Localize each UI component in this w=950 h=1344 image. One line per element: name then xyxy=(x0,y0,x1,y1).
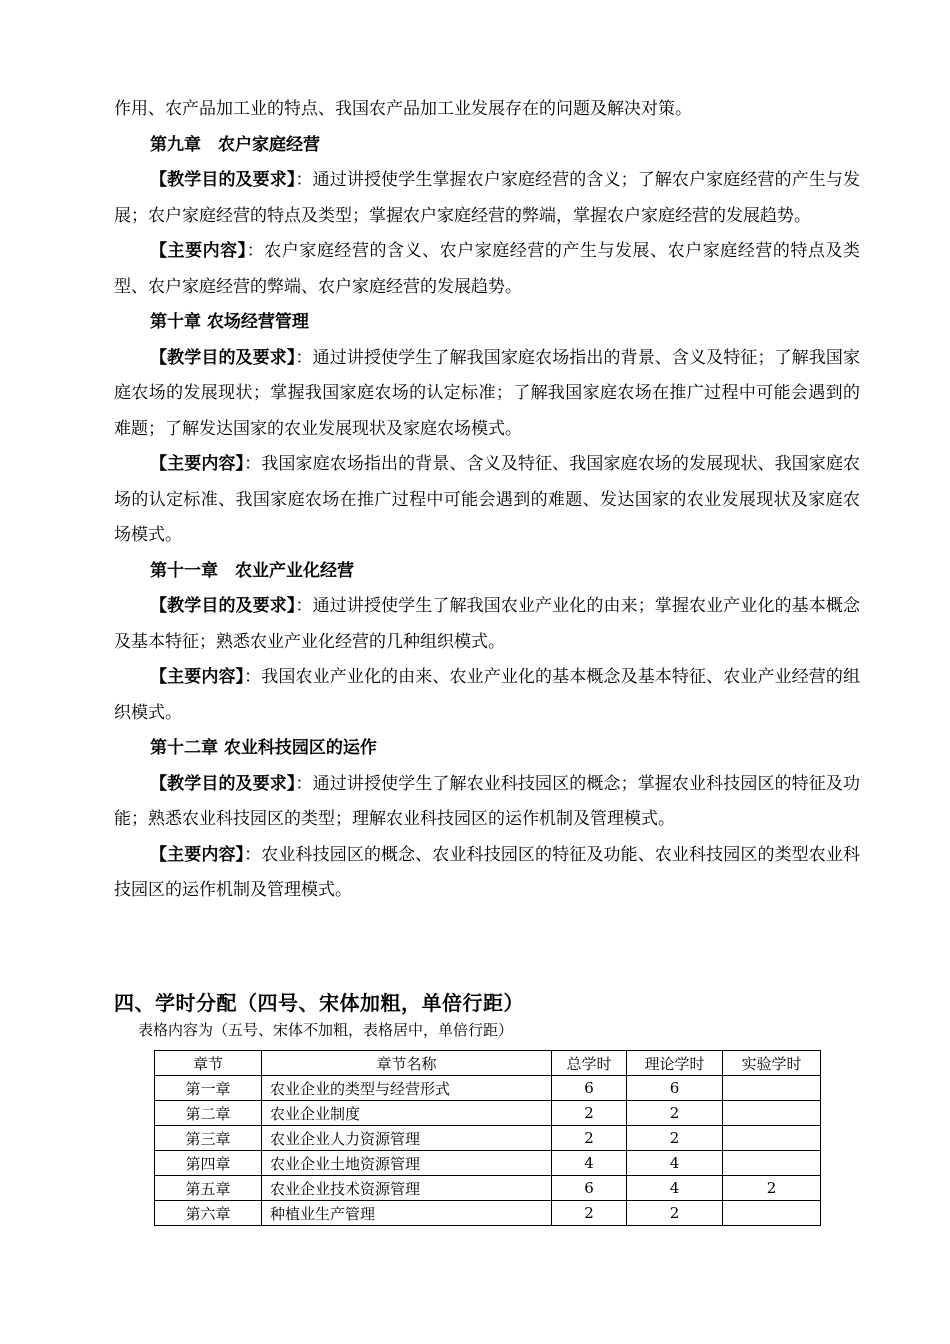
chapter-heading: 第十一章 农业产业化经营 xyxy=(150,560,354,581)
labeled-paragraph xyxy=(114,838,860,909)
paragraph-text: ：通过讲授使学生了解我国农业产业化的由来；掌握农业产业化的基本概念及基本特征；熟悉农业产业化经营的几种组织模式。 xyxy=(114,596,861,652)
section-note: 表格内容为（五号、宋体不加粗，表格居中，单倍行距） xyxy=(138,1021,514,1039)
paragraph-label: 【主要内容】 xyxy=(150,454,245,474)
paragraph-text: ：农业科技园区的概念、农业科技园区的特征及功能、农业科技园区的类型农业科技园区的运作机制及管理模式。 xyxy=(114,844,861,900)
labeled-paragraph xyxy=(114,589,860,660)
chapter-name-cell: 农业企业技术资源管理 xyxy=(262,1176,552,1201)
total-hours-cell: 2 xyxy=(552,1126,627,1151)
header-total-hours: 总学时 xyxy=(552,1051,627,1076)
theory-hours-cell: 4 xyxy=(627,1151,723,1176)
paragraph-text: ：我国农业产业化的由来、农业产业化的基本概念及基本特征、农业产业经营的组织模式。 xyxy=(114,667,861,723)
lab-hours-cell xyxy=(723,1151,821,1176)
section-title: 四、学时分配（四号、宋体加粗，单倍行距） xyxy=(114,991,524,1015)
chapter-cell: 第一章 xyxy=(155,1076,262,1101)
chapter-cell: 第四章 xyxy=(155,1151,262,1176)
paragraph-label: 【教学目的及要求】 xyxy=(150,347,296,368)
hours-table xyxy=(154,1050,821,1226)
lab-hours-cell xyxy=(723,1126,821,1151)
table-row xyxy=(155,1151,821,1176)
labeled-paragraph xyxy=(114,341,860,448)
chapter-heading: 第九章 农户家庭经营 xyxy=(150,134,320,155)
paragraph-label: 【教学目的及要求】 xyxy=(150,170,296,190)
table-body xyxy=(155,1076,821,1226)
table-row xyxy=(155,1176,821,1201)
table-row xyxy=(155,1076,821,1101)
chapter-heading: 第十二章 农业科技园区的运作 xyxy=(150,738,377,758)
header-theory-hours: 理论学时 xyxy=(627,1051,723,1076)
chapter-cell: 第二章 xyxy=(155,1101,262,1126)
chapter-heading: 第十章 农场经营管理 xyxy=(150,312,309,332)
chapter-cell: 第五章 xyxy=(155,1176,262,1201)
lab-hours-cell xyxy=(723,1101,821,1126)
chapter-name-cell: 农业企业的类型与经营形式 xyxy=(262,1076,552,1101)
theory-hours-cell: 6 xyxy=(627,1076,723,1101)
total-hours-cell: 6 xyxy=(552,1176,627,1201)
lab-hours-cell: 2 xyxy=(723,1176,821,1201)
paragraph-text: ：我国家庭农场指出的背景、含义及特征、我国家庭农场的发展现状、我国家庭农场的认定标准、我国家庭农场在推广过程中可能会遇到的难题、发达国家的农业发展现状及家庭农场模式。 xyxy=(114,454,861,545)
theory-hours-cell: 2 xyxy=(627,1126,723,1151)
labeled-paragraph xyxy=(114,234,860,305)
header-lab-hours: 实验学时 xyxy=(723,1051,821,1076)
total-hours-cell: 2 xyxy=(552,1201,627,1226)
header-chapter: 章节 xyxy=(155,1051,262,1076)
chapter-name-cell: 农业企业人力资源管理 xyxy=(262,1126,552,1151)
header-chapter-name: 章节名称 xyxy=(262,1051,552,1076)
chapter-name-cell: 农业企业制度 xyxy=(262,1101,552,1126)
labeled-paragraph xyxy=(114,660,860,731)
paragraph-label: 【主要内容】 xyxy=(150,667,245,687)
paragraph-label: 【教学目的及要求】 xyxy=(150,596,296,616)
lab-hours-cell xyxy=(723,1076,821,1101)
paragraph-label: 【主要内容】 xyxy=(150,844,245,865)
labeled-paragraph xyxy=(114,447,860,554)
total-hours-cell: 6 xyxy=(552,1076,627,1101)
paragraph-text: ：通过讲授使学生了解农业科技园区的概念；掌握农业科技园区的特征及功能；熟悉农业科技园区的类型；理解农业科技园区的运作机制及管理模式。 xyxy=(114,773,861,829)
body-paragraph: 作用、农产品加工业的特点、我国农产品加工业发展存在的问题及解决对策。 xyxy=(114,99,692,119)
labeled-paragraph xyxy=(114,767,860,838)
total-hours-cell: 2 xyxy=(552,1101,627,1126)
chapter-cell: 第六章 xyxy=(155,1201,262,1226)
theory-hours-cell: 4 xyxy=(627,1176,723,1201)
chapter-cell: 第三章 xyxy=(155,1126,262,1151)
chapter-name-cell: 种植业生产管理 xyxy=(262,1201,552,1226)
paragraph-text: ：农户家庭经营的含义、农户家庭经营的产生与发展、农户家庭经营的特点及类型、农户家庭经营的弊端、农户家庭经营的发展趋势。 xyxy=(114,241,861,297)
table-row xyxy=(155,1126,821,1151)
body-text xyxy=(114,92,860,909)
labeled-paragraph xyxy=(114,163,860,234)
theory-hours-cell: 2 xyxy=(627,1101,723,1126)
total-hours-cell: 4 xyxy=(552,1151,627,1176)
lab-hours-cell xyxy=(723,1201,821,1226)
table-header-row xyxy=(155,1051,821,1076)
theory-hours-cell: 2 xyxy=(627,1201,723,1226)
table-row xyxy=(155,1101,821,1126)
chapter-name-cell: 农业企业土地资源管理 xyxy=(262,1151,552,1176)
table-row xyxy=(155,1201,821,1226)
paragraph-label: 【主要内容】 xyxy=(150,241,247,261)
paragraph-label: 【教学目的及要求】 xyxy=(150,773,296,794)
paragraph-text: ：通过讲授使学生了解我国家庭农场指出的背景、含义及特征；了解我国家庭农场的发展现状；掌握我国家庭农场的认定标准；了解我国家庭农场在推广过程中可能会遇到的难题；了解发达国家的农业发展现状及家庭农场模式。 xyxy=(114,347,861,439)
paragraph-text: ：通过讲授使学生掌握农户家庭经营的含义；了解农户家庭经营的产生与发展；农户家庭经营的特点及类型；掌握农户家庭经营的弊端，掌握农户家庭经营的发展趋势。 xyxy=(114,170,861,226)
